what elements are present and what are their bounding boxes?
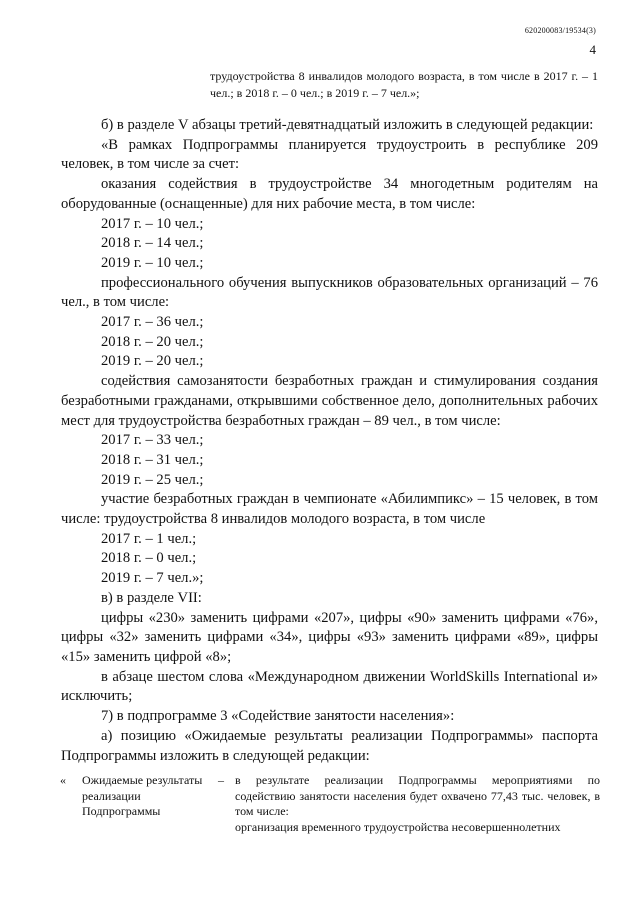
year-line: 2019 г. – 7 чел.»; (101, 570, 204, 587)
main-text (61, 116, 598, 766)
paragraph: цифры «230» заменить цифрами «207», цифры «90» заменить цифрами «76», цифры «32» заменить цифрами «34», цифры «93» заменить цифрами «89», цифры «15» заменить цифрой «8»; (61, 609, 598, 665)
paragraph: в) в разделе VII: (101, 589, 202, 606)
paragraph: оказания содействия в трудоустройстве 34 многодетным родителям на оборудованные (оснащенные) для них рабочие места, в том числе: (61, 176, 598, 212)
opening-quote: « (60, 773, 66, 787)
year-line: 2019 г. – 20 чел.; (101, 353, 204, 370)
paragraph: участие безработных граждан в чемпионате «Абилимпикс» – 15 человек, в том числе: трудоустройства 8 инвалидов молодого возраста, в том числе (61, 491, 598, 528)
page-number: 4 (589, 42, 596, 57)
year-line: 2018 г. – 14 чел.; (101, 235, 204, 252)
document-code: 620200083/19534(3) (524, 26, 596, 35)
paragraph: б) в разделе V абзацы третий-девятнадцатый изложить в следующей редакции: (101, 117, 594, 133)
paragraph: содействия самозанятости безработных граждан и стимулирования создания безработными гражданами, открывшими собственное дело, дополнительных рабочих мест для трудоустройства безработных граждан – 89 чел., в том числе: (61, 373, 598, 429)
continuation-text: трудоустройства 8 инвалидов молодого возраста, в том числе в 2017 г. – 1 чел.; в 2018 г. – 0 чел.; в 2019 г. – 7 чел.»; (210, 69, 598, 100)
table-value-text: организация временного трудоустройства несовершеннолетних (235, 819, 561, 834)
paragraph: 7) в подпрограмме 3 «Содействие занятости населения»: (101, 708, 455, 725)
table-row-label: Ожидаемые результаты реализации Подпрограммы (82, 773, 203, 818)
paragraph: а) позицию «Ожидаемые результаты реализации Подпрограммы» паспорта Подпрограммы изложить в следующей редакции: (61, 727, 598, 764)
year-line: 2019 г. – 10 чел.; (101, 254, 204, 271)
year-line: 2017 г. – 1 чел.; (101, 530, 197, 547)
year-line: 2018 г. – 20 чел.; (101, 333, 204, 350)
year-line: 2018 г. – 0 чел.; (101, 550, 197, 567)
year-line: 2019 г. – 25 чел.; (101, 471, 204, 488)
year-line: 2017 г. – 10 чел.; (101, 215, 204, 232)
table-dash: – (218, 773, 224, 787)
year-line: 2017 г. – 36 чел.; (101, 314, 204, 331)
paragraph: профессионального обучения выпускников образовательных организаций – 76 чел., в том числе: (61, 274, 598, 311)
table-value-text: в результате реализации Подпрограммы мероприятиями по содействию занятости населения будет охвачено 77,43 тыс. человек, в том числе: (235, 773, 600, 818)
year-line: 2017 г. – 33 чел.; (101, 432, 204, 449)
year-line: 2018 г. – 31 чел.; (101, 451, 204, 468)
table-row-value (235, 773, 600, 835)
paragraph: «В рамках Подпрограммы планируется трудоустроить в республике 209 человек, в том числе за счет: (61, 136, 598, 173)
paragraph: в абзаце шестом слова «Международном движении WorldSkills International и» исключить; (61, 668, 598, 705)
